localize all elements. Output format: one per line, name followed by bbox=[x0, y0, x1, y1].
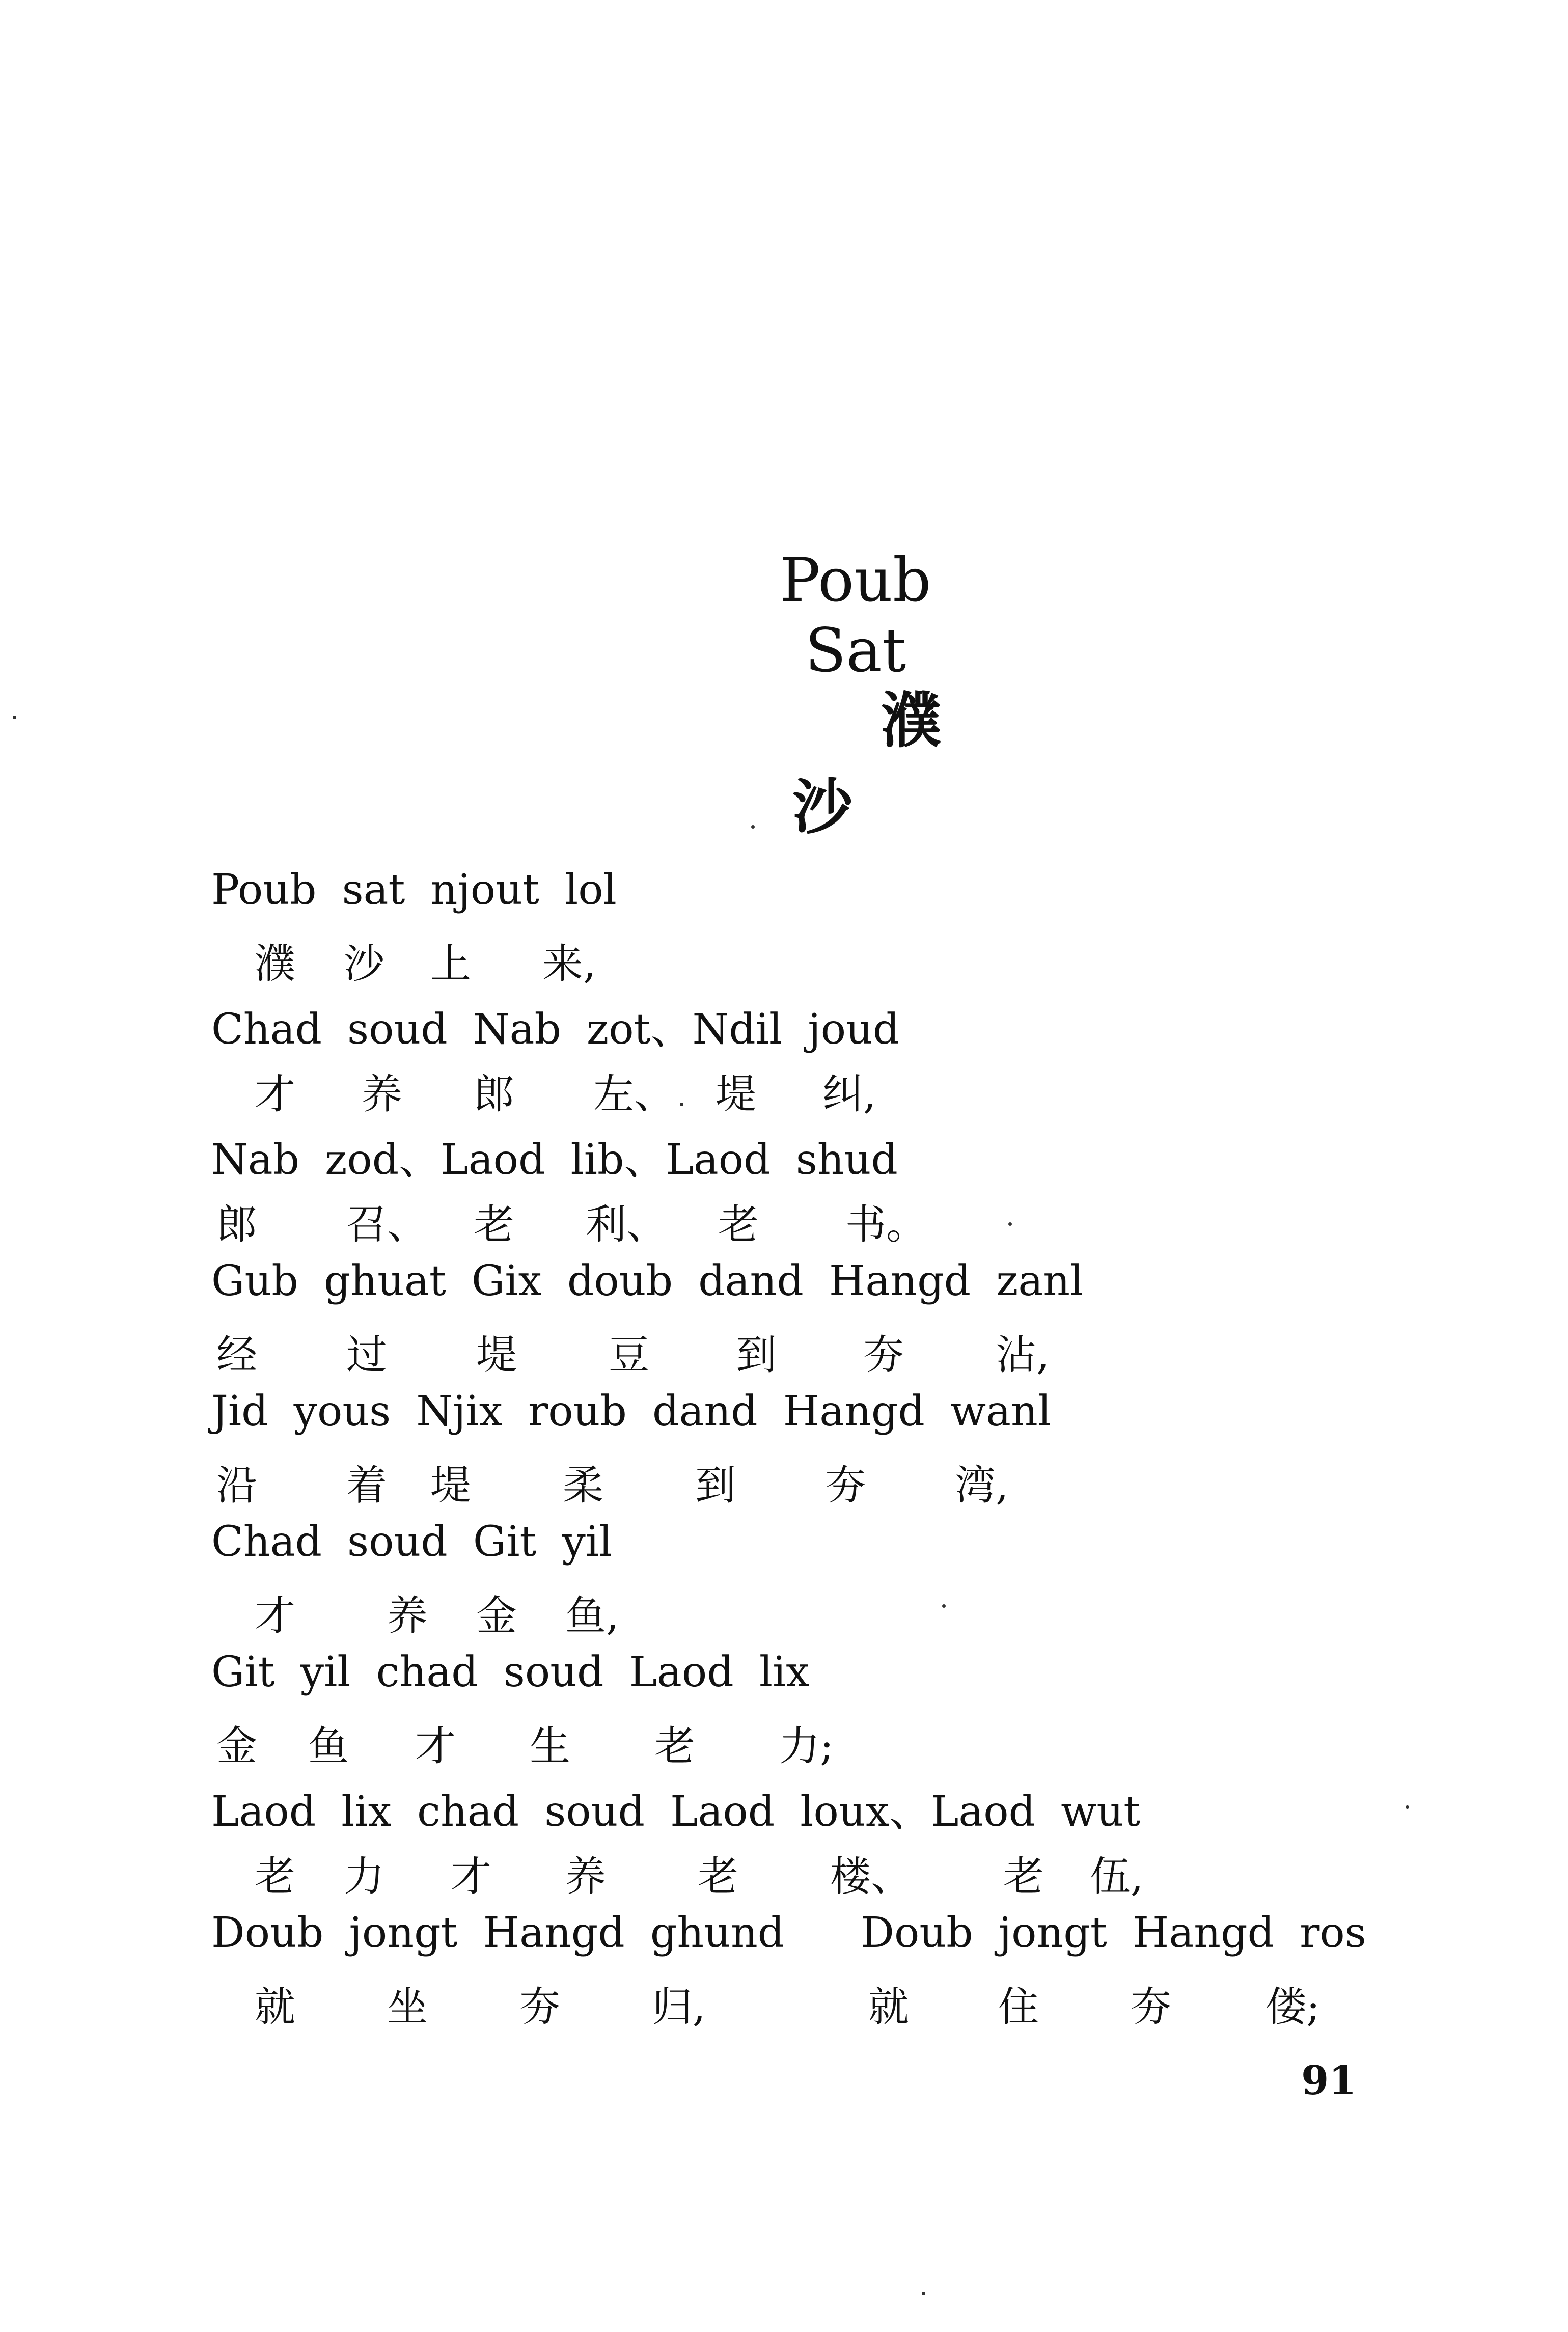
scan-speck bbox=[680, 1103, 683, 1106]
gloss-word: 左、 bbox=[593, 1071, 675, 1118]
gloss-word: 养 bbox=[565, 1853, 606, 1900]
gloss-word: 到 bbox=[736, 1331, 777, 1379]
gloss-word: 夯 bbox=[863, 1331, 904, 1379]
poem-line bbox=[211, 1648, 1383, 1778]
line-romanized: Nab zod、Laod lib、Laod shud bbox=[211, 1136, 898, 1184]
line-romanized: Poub sat njout lol bbox=[211, 866, 617, 914]
gloss-word: 书。 bbox=[845, 1201, 927, 1248]
gloss-word: 坐 bbox=[387, 1983, 428, 2031]
scan-speck bbox=[942, 1604, 946, 1608]
gloss-word: 养 bbox=[362, 1071, 402, 1118]
gloss-word: 老 bbox=[698, 1853, 738, 1900]
gloss-word: 归, bbox=[652, 1983, 706, 2031]
gloss-word: 沿 bbox=[216, 1462, 257, 1509]
gloss-word: 夯 bbox=[519, 1983, 560, 2031]
gloss-word: 来, bbox=[542, 940, 596, 987]
gloss-word: 伍, bbox=[1090, 1853, 1144, 1900]
gloss-word: 老 bbox=[654, 1722, 695, 1770]
gloss-word: 到 bbox=[695, 1462, 736, 1509]
gloss-word: 楼、 bbox=[830, 1853, 912, 1900]
line-romanized bbox=[211, 1909, 1366, 1957]
line-romanized-first-half: Doub jongt Hangd ghund bbox=[211, 1909, 785, 1957]
gloss-word: 就 bbox=[868, 1983, 909, 2031]
poem-line bbox=[211, 866, 1383, 996]
poem-line bbox=[211, 1387, 1383, 1518]
gloss-word: 就 bbox=[255, 1983, 295, 2031]
scan-speck bbox=[13, 716, 16, 719]
gloss-word: 过 bbox=[346, 1331, 387, 1379]
poem-line bbox=[211, 1257, 1383, 1387]
poem-line bbox=[211, 996, 1383, 1127]
gloss-word: 利、 bbox=[586, 1201, 667, 1248]
gloss-word: 鱼 bbox=[308, 1722, 349, 1770]
line-romanized: Chad soud Nab zot、Ndil joud bbox=[211, 1005, 900, 1054]
poem-line bbox=[211, 1127, 1383, 1257]
line-romanized: Gub ghuat Gix doub dand Hangd zanl bbox=[211, 1257, 1084, 1305]
poem-line bbox=[211, 1909, 1383, 2039]
line-romanized: Chad soud Git yil bbox=[211, 1518, 613, 1566]
gloss-word: 老 bbox=[718, 1201, 759, 1248]
scan-speck bbox=[1406, 1805, 1409, 1809]
scan-speck bbox=[751, 825, 755, 829]
gloss-word: 金 bbox=[216, 1722, 257, 1770]
gloss-word: 郎 bbox=[474, 1071, 514, 1118]
gloss-word: 力; bbox=[779, 1722, 834, 1770]
title-romanized: Poub Sat bbox=[780, 545, 931, 685]
gloss-word: 湾, bbox=[955, 1462, 1009, 1509]
title-chinese: 濮沙 bbox=[792, 685, 1059, 842]
line-romanized: Jid yous Njix roub dand Hangd wanl bbox=[211, 1387, 1052, 1436]
gloss-word: 老 bbox=[474, 1201, 514, 1248]
gloss-word: 才 bbox=[415, 1722, 456, 1770]
gloss-word: 生 bbox=[530, 1722, 570, 1770]
gloss-word: 鱼, bbox=[565, 1592, 619, 1639]
gloss-word: 力 bbox=[344, 1853, 384, 1900]
gloss-word: 濮 bbox=[255, 940, 295, 987]
gloss-word: 沾, bbox=[996, 1331, 1050, 1379]
scan-speck bbox=[1008, 1222, 1012, 1226]
gloss-word: 召、 bbox=[346, 1201, 428, 1248]
gloss-word: 才 bbox=[255, 1592, 295, 1639]
gloss-word: 夯 bbox=[825, 1462, 866, 1509]
page-number: 91 bbox=[1301, 2057, 1357, 2104]
gloss-word: 上 bbox=[430, 940, 471, 987]
gloss-word: 沙 bbox=[344, 940, 384, 987]
gloss-word: 纠, bbox=[822, 1071, 876, 1118]
poem-line bbox=[211, 1518, 1383, 1648]
gloss-word: 经 bbox=[216, 1331, 257, 1379]
gloss-word: 堤 bbox=[716, 1071, 756, 1118]
gloss-word: 住 bbox=[998, 1983, 1039, 2031]
line-romanized-second-half: Doub jongt Hangd ros bbox=[861, 1909, 1366, 1957]
poem-line bbox=[211, 1778, 1383, 1909]
gloss-word: 豆 bbox=[609, 1331, 649, 1379]
gloss-word: 老 bbox=[255, 1853, 295, 1900]
gloss-word: 老 bbox=[1003, 1853, 1044, 1900]
gloss-word: 柔 bbox=[563, 1462, 603, 1509]
poem-body bbox=[211, 866, 1383, 2039]
gloss-word: 养 bbox=[387, 1592, 428, 1639]
scan-speck bbox=[922, 2292, 925, 2295]
line-romanized: Laod lix chad soud Laod loux、Laod wut bbox=[211, 1788, 1141, 1836]
gloss-word: 着 bbox=[346, 1462, 387, 1509]
gloss-word: 郎 bbox=[216, 1201, 257, 1248]
gloss-word: 才 bbox=[255, 1071, 295, 1118]
gloss-word: 堤 bbox=[476, 1331, 517, 1379]
gloss-word: 夯 bbox=[1131, 1983, 1171, 2031]
gloss-word: 偻; bbox=[1266, 1983, 1320, 2031]
gloss-word: 才 bbox=[451, 1853, 491, 1900]
gloss-word: 金 bbox=[476, 1592, 517, 1639]
gloss-word: 堤 bbox=[430, 1462, 471, 1509]
line-romanized: Git yil chad soud Laod lix bbox=[211, 1648, 810, 1696]
